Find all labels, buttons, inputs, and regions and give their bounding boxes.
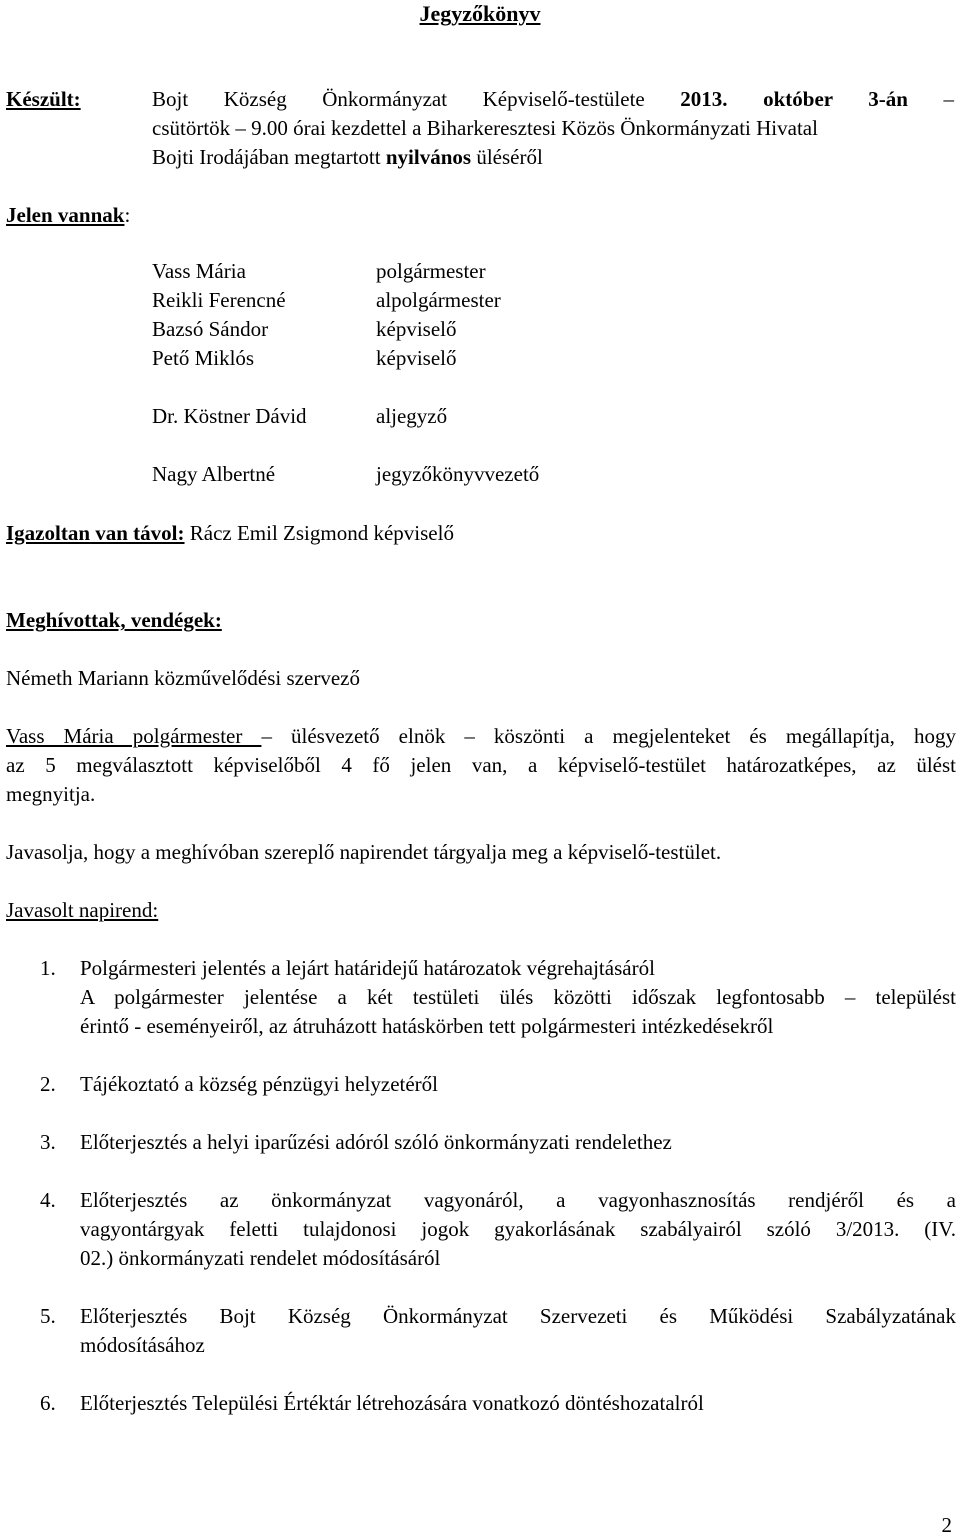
agenda-number: 1. — [40, 956, 56, 980]
jelen-label-colon: : — [124, 203, 131, 227]
document-title: Jegyzőkönyv — [419, 1, 541, 26]
opening-chair: Vass Mária polgármester — [6, 724, 262, 748]
keszult-line-1 — [152, 85, 954, 113]
keszult-line-2: csütörtök – 9.00 órai kezdettel a Biharkeresztesi Közös Önkormányzati Hivatal — [152, 116, 818, 140]
member-name: Nagy Albertné — [152, 462, 276, 486]
agenda-line: vagyontárgyak feletti tulajdonosi jogok gyakorlásának szabályairól szóló 3/2013. (IV. — [80, 1217, 956, 1241]
agenda-line: A polgármester jelentése a két testületi ülés közötti időszak legfontosabb – települést — [80, 985, 956, 1009]
member-role: aljegyző — [376, 404, 448, 428]
member-role: alpolgármester — [376, 288, 501, 312]
agenda-line: módosításához — [80, 1333, 205, 1357]
igazoltan-label: Igazoltan van távol: — [6, 521, 185, 545]
agenda-line: Polgármesteri jelentés a lejárt határidejű határozatok végrehajtásáról — [80, 956, 655, 980]
keszult-line-3 — [152, 143, 543, 171]
igazoltan-line — [6, 519, 454, 547]
keszult-nyilvanos: nyilvános — [385, 145, 472, 169]
keszult-line-1b: – — [907, 87, 955, 111]
member-name: Bazsó Sándor — [152, 317, 269, 341]
agenda-line: 02.) önkormányzati rendelet módosításáról — [80, 1246, 441, 1270]
member-role: polgármester — [376, 259, 486, 283]
agenda-line: Előterjesztés az önkormányzat vagyonáról, a vagyonhasznosítás rendjéről és a — [80, 1188, 956, 1212]
agenda-number: 6. — [40, 1391, 56, 1415]
agenda-number: 3. — [40, 1130, 56, 1154]
member-role: képviselő — [376, 346, 457, 370]
member-name: Reikli Ferencné — [152, 288, 286, 312]
meghivottak-text: Németh Mariann közművelődési szervező — [6, 666, 360, 690]
keszult-label: Készült: — [6, 87, 81, 111]
member-name: Vass Mária — [152, 259, 246, 283]
agenda-number: 4. — [40, 1188, 56, 1212]
agenda-number: 2. — [40, 1072, 56, 1096]
opening-line-2: az 5 megválasztott képviselőből 4 fő jelen van, a képviselő-testület határozatképes, az ülést — [6, 753, 956, 777]
keszult-line-1a: Bojt Község Önkormányzat Képviselő-testülete — [152, 87, 681, 111]
opening-line-1-text: – ülésvezető elnök – köszönti a megjelenteket és megállapítja, hogy — [261, 724, 956, 748]
keszult-line-3a: Bojti Irodájában megtartott — [152, 145, 386, 169]
keszult-line-3b: üléséről — [471, 145, 543, 169]
napirend-label: Javasolt napirend: — [6, 898, 159, 922]
jelen-label — [6, 201, 130, 229]
member-role: képviselő — [376, 317, 457, 341]
member-name: Dr. Köstner Dávid — [152, 404, 307, 428]
member-name: Pető Miklós — [152, 346, 255, 370]
jelen-label-text: Jelen vannak — [6, 203, 125, 227]
agenda-line: Előterjesztés Bojt Község Önkormányzat Szervezeti és Működési Szabályzatának — [80, 1304, 956, 1328]
agenda-line: Előterjesztés Települési Értéktár létrehozására vonatkozó döntéshozatalról — [80, 1391, 704, 1415]
agenda-number: 5. — [40, 1304, 56, 1328]
agenda-line: érintő - eseményeiről, az átruházott hatáskörben tett polgármesteri intézkedésekről — [80, 1014, 774, 1038]
agenda-line: Tájékoztató a község pénzügyi helyzetéről — [80, 1072, 439, 1096]
opening-line-3: megnyitja. — [6, 782, 96, 806]
keszult-date: 2013. október 3-án — [680, 87, 908, 111]
meghivottak-label: Meghívottak, vendégek: — [6, 608, 222, 632]
page-number: 2 — [941, 1513, 952, 1537]
igazoltan-text: Rácz Emil Zsigmond képviselő — [184, 521, 454, 545]
member-role: jegyzőkönyvvezető — [376, 462, 540, 486]
opening-line-1 — [6, 722, 956, 750]
agenda-line: Előterjesztés a helyi iparűzési adóról szóló önkormányzati rendelethez — [80, 1130, 672, 1154]
javasolja-text: Javasolja, hogy a meghívóban szereplő napirendet tárgyalja meg a képviselő-testület. — [6, 840, 722, 864]
